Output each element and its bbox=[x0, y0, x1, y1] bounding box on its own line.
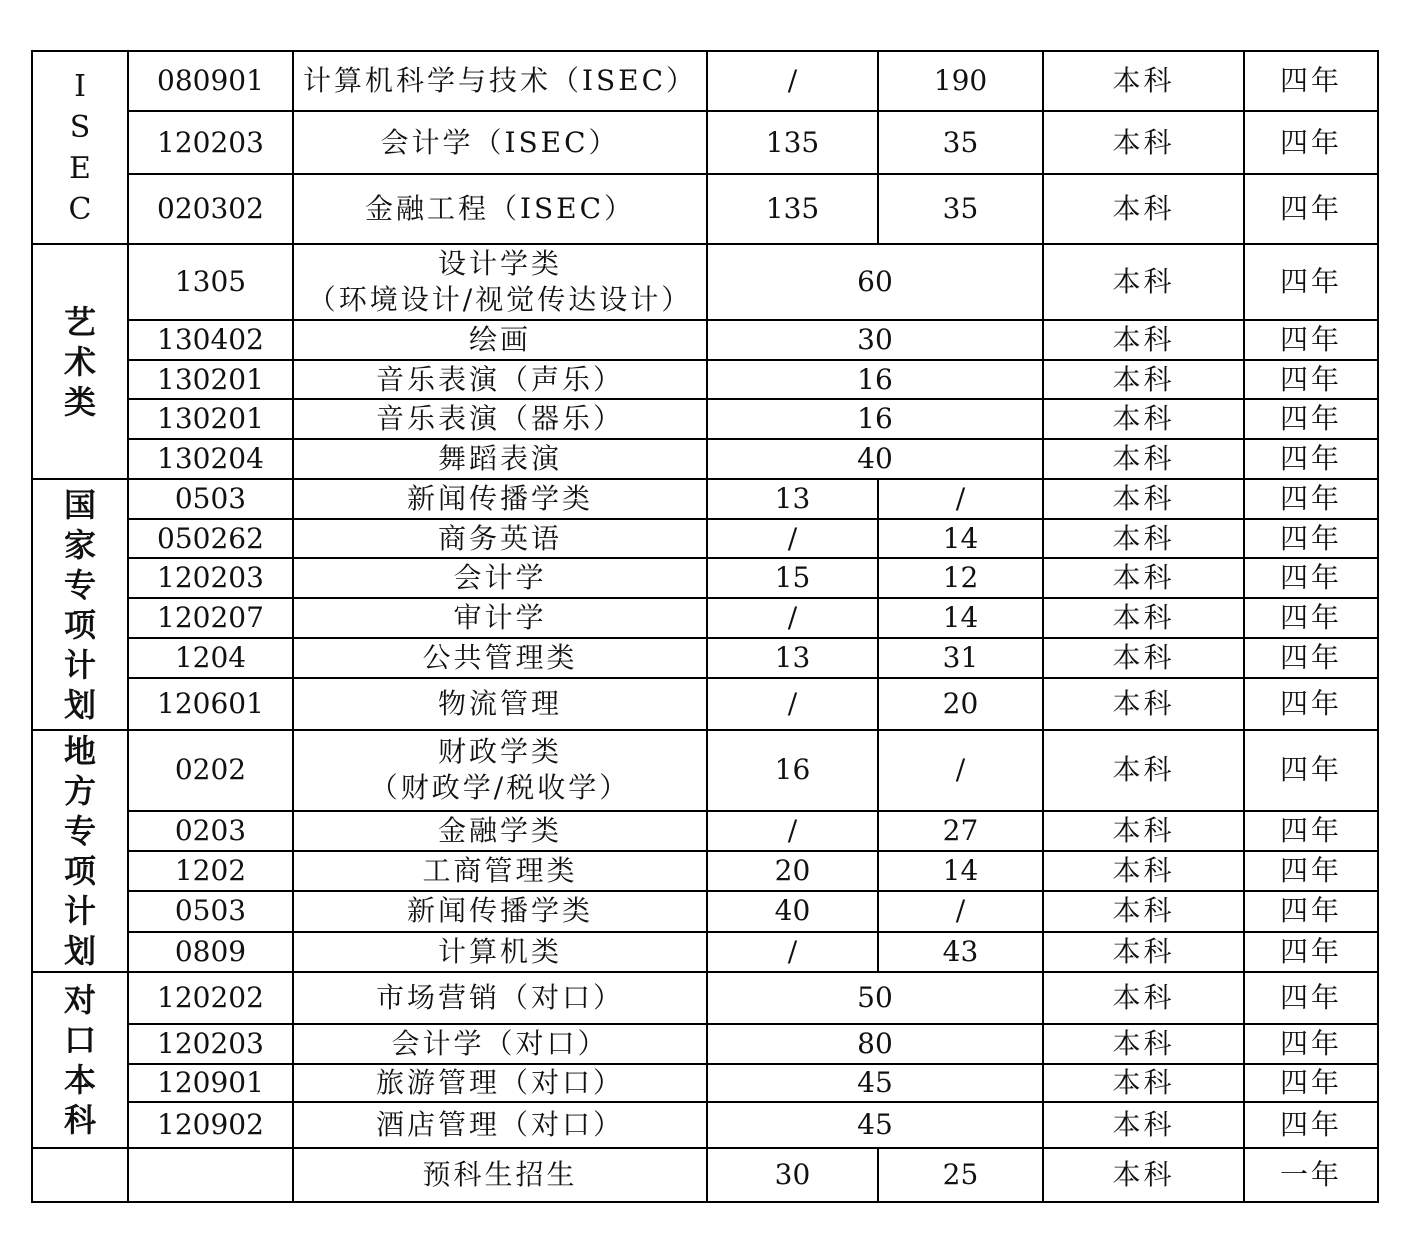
years-cell: 四年 bbox=[1244, 51, 1378, 111]
table-row bbox=[32, 730, 1378, 811]
level-cell: 本科 bbox=[1043, 638, 1244, 678]
major-cell: 音乐表演（器乐） bbox=[293, 399, 707, 439]
major-cell: 新闻传播学类 bbox=[293, 479, 707, 519]
code-cell: 120207 bbox=[128, 598, 293, 638]
level-cell: 本科 bbox=[1043, 519, 1244, 558]
years-cell: 四年 bbox=[1244, 558, 1378, 598]
value-a-cell: / bbox=[707, 678, 878, 730]
value-b-cell: 25 bbox=[878, 1148, 1043, 1202]
code-cell: 130201 bbox=[128, 399, 293, 439]
value-a-cell: 135 bbox=[707, 111, 878, 174]
value-b-cell: 14 bbox=[878, 851, 1043, 891]
years-cell: 四年 bbox=[1244, 519, 1378, 558]
value-a-cell: 40 bbox=[707, 891, 878, 931]
level-cell: 本科 bbox=[1043, 1064, 1244, 1102]
group-duikou: 对 口 本 科 bbox=[32, 972, 128, 1148]
major-cell: 市场营销（对口） bbox=[293, 972, 707, 1024]
merged-value-cell: 30 bbox=[707, 320, 1043, 360]
major-cell: 预科生招生 bbox=[293, 1148, 707, 1202]
years-cell: 四年 bbox=[1244, 479, 1378, 519]
value-b-cell: / bbox=[878, 479, 1043, 519]
major-cell: 新闻传播学类 bbox=[293, 891, 707, 931]
value-a-cell: 16 bbox=[707, 730, 878, 811]
table-row bbox=[32, 972, 1378, 1024]
value-a-cell: 13 bbox=[707, 479, 878, 519]
enrollment-table bbox=[31, 50, 1379, 1203]
table-row bbox=[32, 1024, 1378, 1064]
value-a-cell: / bbox=[707, 51, 878, 111]
years-cell: 四年 bbox=[1244, 320, 1378, 360]
table-row bbox=[32, 1064, 1378, 1102]
code-cell: 0809 bbox=[128, 932, 293, 972]
value-b-cell: 14 bbox=[878, 519, 1043, 558]
code-cell: 020302 bbox=[128, 174, 293, 244]
level-cell: 本科 bbox=[1043, 1102, 1244, 1148]
major-cell: 物流管理 bbox=[293, 678, 707, 730]
level-cell: 本科 bbox=[1043, 891, 1244, 931]
code-cell: 0202 bbox=[128, 730, 293, 811]
table-row bbox=[32, 479, 1378, 519]
table-row bbox=[32, 638, 1378, 678]
table-row bbox=[32, 174, 1378, 244]
value-a-cell: 20 bbox=[707, 851, 878, 891]
table-row bbox=[32, 932, 1378, 972]
merged-value-cell: 45 bbox=[707, 1102, 1043, 1148]
table-row bbox=[32, 111, 1378, 174]
code-cell: 120902 bbox=[128, 1102, 293, 1148]
table-row bbox=[32, 598, 1378, 638]
level-cell: 本科 bbox=[1043, 972, 1244, 1024]
years-cell: 四年 bbox=[1244, 439, 1378, 479]
value-a-cell: 13 bbox=[707, 638, 878, 678]
years-cell: 四年 bbox=[1244, 972, 1378, 1024]
level-cell: 本科 bbox=[1043, 558, 1244, 598]
major-cell: 公共管理类 bbox=[293, 638, 707, 678]
value-b-cell: 31 bbox=[878, 638, 1043, 678]
level-cell: 本科 bbox=[1043, 730, 1244, 811]
level-cell: 本科 bbox=[1043, 439, 1244, 479]
table-row bbox=[32, 1148, 1378, 1202]
major-cell: 设计学类 （环境设计/视觉传达设计） bbox=[293, 244, 707, 320]
major-cell: 会计学（ISEC） bbox=[293, 111, 707, 174]
major-cell: 旅游管理（对口） bbox=[293, 1064, 707, 1102]
level-cell: 本科 bbox=[1043, 678, 1244, 730]
table-row bbox=[32, 1102, 1378, 1148]
level-cell: 本科 bbox=[1043, 244, 1244, 320]
major-cell: 舞蹈表演 bbox=[293, 439, 707, 479]
code-cell: 1204 bbox=[128, 638, 293, 678]
major-cell: 酒店管理（对口） bbox=[293, 1102, 707, 1148]
table-row bbox=[32, 851, 1378, 891]
level-cell: 本科 bbox=[1043, 399, 1244, 439]
value-a-cell: 30 bbox=[707, 1148, 878, 1202]
major-cell: 商务英语 bbox=[293, 519, 707, 558]
years-cell: 四年 bbox=[1244, 851, 1378, 891]
table-row bbox=[32, 558, 1378, 598]
code-cell: 0203 bbox=[128, 811, 293, 851]
level-cell: 本科 bbox=[1043, 51, 1244, 111]
merged-value-cell: 16 bbox=[707, 360, 1043, 399]
code-cell: 050262 bbox=[128, 519, 293, 558]
value-b-cell: 35 bbox=[878, 174, 1043, 244]
code-cell: 1305 bbox=[128, 244, 293, 320]
value-a-cell: / bbox=[707, 932, 878, 972]
value-b-cell: / bbox=[878, 730, 1043, 811]
level-cell: 本科 bbox=[1043, 1024, 1244, 1064]
level-cell: 本科 bbox=[1043, 320, 1244, 360]
code-cell: 0503 bbox=[128, 479, 293, 519]
code-cell: 130201 bbox=[128, 360, 293, 399]
code-cell: 120203 bbox=[128, 558, 293, 598]
table-row bbox=[32, 320, 1378, 360]
code-cell: 120202 bbox=[128, 972, 293, 1024]
table-row bbox=[32, 51, 1378, 111]
value-a-cell: 135 bbox=[707, 174, 878, 244]
merged-value-cell: 80 bbox=[707, 1024, 1043, 1064]
major-cell: 金融工程（ISEC） bbox=[293, 174, 707, 244]
major-cell: 会计学（对口） bbox=[293, 1024, 707, 1064]
value-a-cell: / bbox=[707, 519, 878, 558]
years-cell: 四年 bbox=[1244, 891, 1378, 931]
merged-value-cell: 45 bbox=[707, 1064, 1043, 1102]
code-cell: 1202 bbox=[128, 851, 293, 891]
level-cell: 本科 bbox=[1043, 479, 1244, 519]
code-cell: 130402 bbox=[128, 320, 293, 360]
merged-value-cell: 60 bbox=[707, 244, 1043, 320]
level-cell: 本科 bbox=[1043, 174, 1244, 244]
years-cell: 四年 bbox=[1244, 932, 1378, 972]
group-empty-cell bbox=[32, 1148, 128, 1202]
code-cell bbox=[128, 1148, 293, 1202]
code-cell: 120901 bbox=[128, 1064, 293, 1102]
level-cell: 本科 bbox=[1043, 851, 1244, 891]
level-cell: 本科 bbox=[1043, 360, 1244, 399]
years-cell: 四年 bbox=[1244, 399, 1378, 439]
table-row bbox=[32, 811, 1378, 851]
value-a-cell: / bbox=[707, 811, 878, 851]
major-cell: 绘画 bbox=[293, 320, 707, 360]
table-row bbox=[32, 519, 1378, 558]
group-isec: I S E C bbox=[32, 51, 128, 244]
table-row bbox=[32, 678, 1378, 730]
years-cell: 四年 bbox=[1244, 360, 1378, 399]
years-cell: 一年 bbox=[1244, 1148, 1378, 1202]
years-cell: 四年 bbox=[1244, 111, 1378, 174]
group-art: 艺 术 类 bbox=[32, 244, 128, 479]
group-national-plan: 国 家 专 项 计 划 bbox=[32, 479, 128, 730]
years-cell: 四年 bbox=[1244, 1102, 1378, 1148]
years-cell: 四年 bbox=[1244, 598, 1378, 638]
major-cell: 金融学类 bbox=[293, 811, 707, 851]
years-cell: 四年 bbox=[1244, 730, 1378, 811]
years-cell: 四年 bbox=[1244, 638, 1378, 678]
value-b-cell: 27 bbox=[878, 811, 1043, 851]
major-cell: 计算机类 bbox=[293, 932, 707, 972]
years-cell: 四年 bbox=[1244, 678, 1378, 730]
merged-value-cell: 16 bbox=[707, 399, 1043, 439]
major-cell: 会计学 bbox=[293, 558, 707, 598]
level-cell: 本科 bbox=[1043, 1148, 1244, 1202]
code-cell: 080901 bbox=[128, 51, 293, 111]
years-cell: 四年 bbox=[1244, 1024, 1378, 1064]
level-cell: 本科 bbox=[1043, 811, 1244, 851]
major-cell: 计算机科学与技术（ISEC） bbox=[293, 51, 707, 111]
code-cell: 130204 bbox=[128, 439, 293, 479]
years-cell: 四年 bbox=[1244, 811, 1378, 851]
value-b-cell: 12 bbox=[878, 558, 1043, 598]
code-cell: 120203 bbox=[128, 111, 293, 174]
major-cell: 审计学 bbox=[293, 598, 707, 638]
group-local-plan: 地 方 专 项 计 划 bbox=[32, 730, 128, 972]
major-cell: 工商管理类 bbox=[293, 851, 707, 891]
value-b-cell: 35 bbox=[878, 111, 1043, 174]
value-b-cell: / bbox=[878, 891, 1043, 931]
level-cell: 本科 bbox=[1043, 598, 1244, 638]
code-cell: 120203 bbox=[128, 1024, 293, 1064]
value-a-cell: 15 bbox=[707, 558, 878, 598]
value-b-cell: 43 bbox=[878, 932, 1043, 972]
major-cell: 财政学类 （财政学/税收学） bbox=[293, 730, 707, 811]
merged-value-cell: 40 bbox=[707, 439, 1043, 479]
table-row bbox=[32, 891, 1378, 931]
major-cell: 音乐表演（声乐） bbox=[293, 360, 707, 399]
code-cell: 0503 bbox=[128, 891, 293, 931]
table-row bbox=[32, 244, 1378, 320]
level-cell: 本科 bbox=[1043, 111, 1244, 174]
value-a-cell: / bbox=[707, 598, 878, 638]
years-cell: 四年 bbox=[1244, 174, 1378, 244]
table-row bbox=[32, 360, 1378, 399]
value-b-cell: 190 bbox=[878, 51, 1043, 111]
years-cell: 四年 bbox=[1244, 244, 1378, 320]
table-row bbox=[32, 399, 1378, 439]
merged-value-cell: 50 bbox=[707, 972, 1043, 1024]
years-cell: 四年 bbox=[1244, 1064, 1378, 1102]
code-cell: 120601 bbox=[128, 678, 293, 730]
value-b-cell: 20 bbox=[878, 678, 1043, 730]
level-cell: 本科 bbox=[1043, 932, 1244, 972]
table-row bbox=[32, 439, 1378, 479]
value-b-cell: 14 bbox=[878, 598, 1043, 638]
